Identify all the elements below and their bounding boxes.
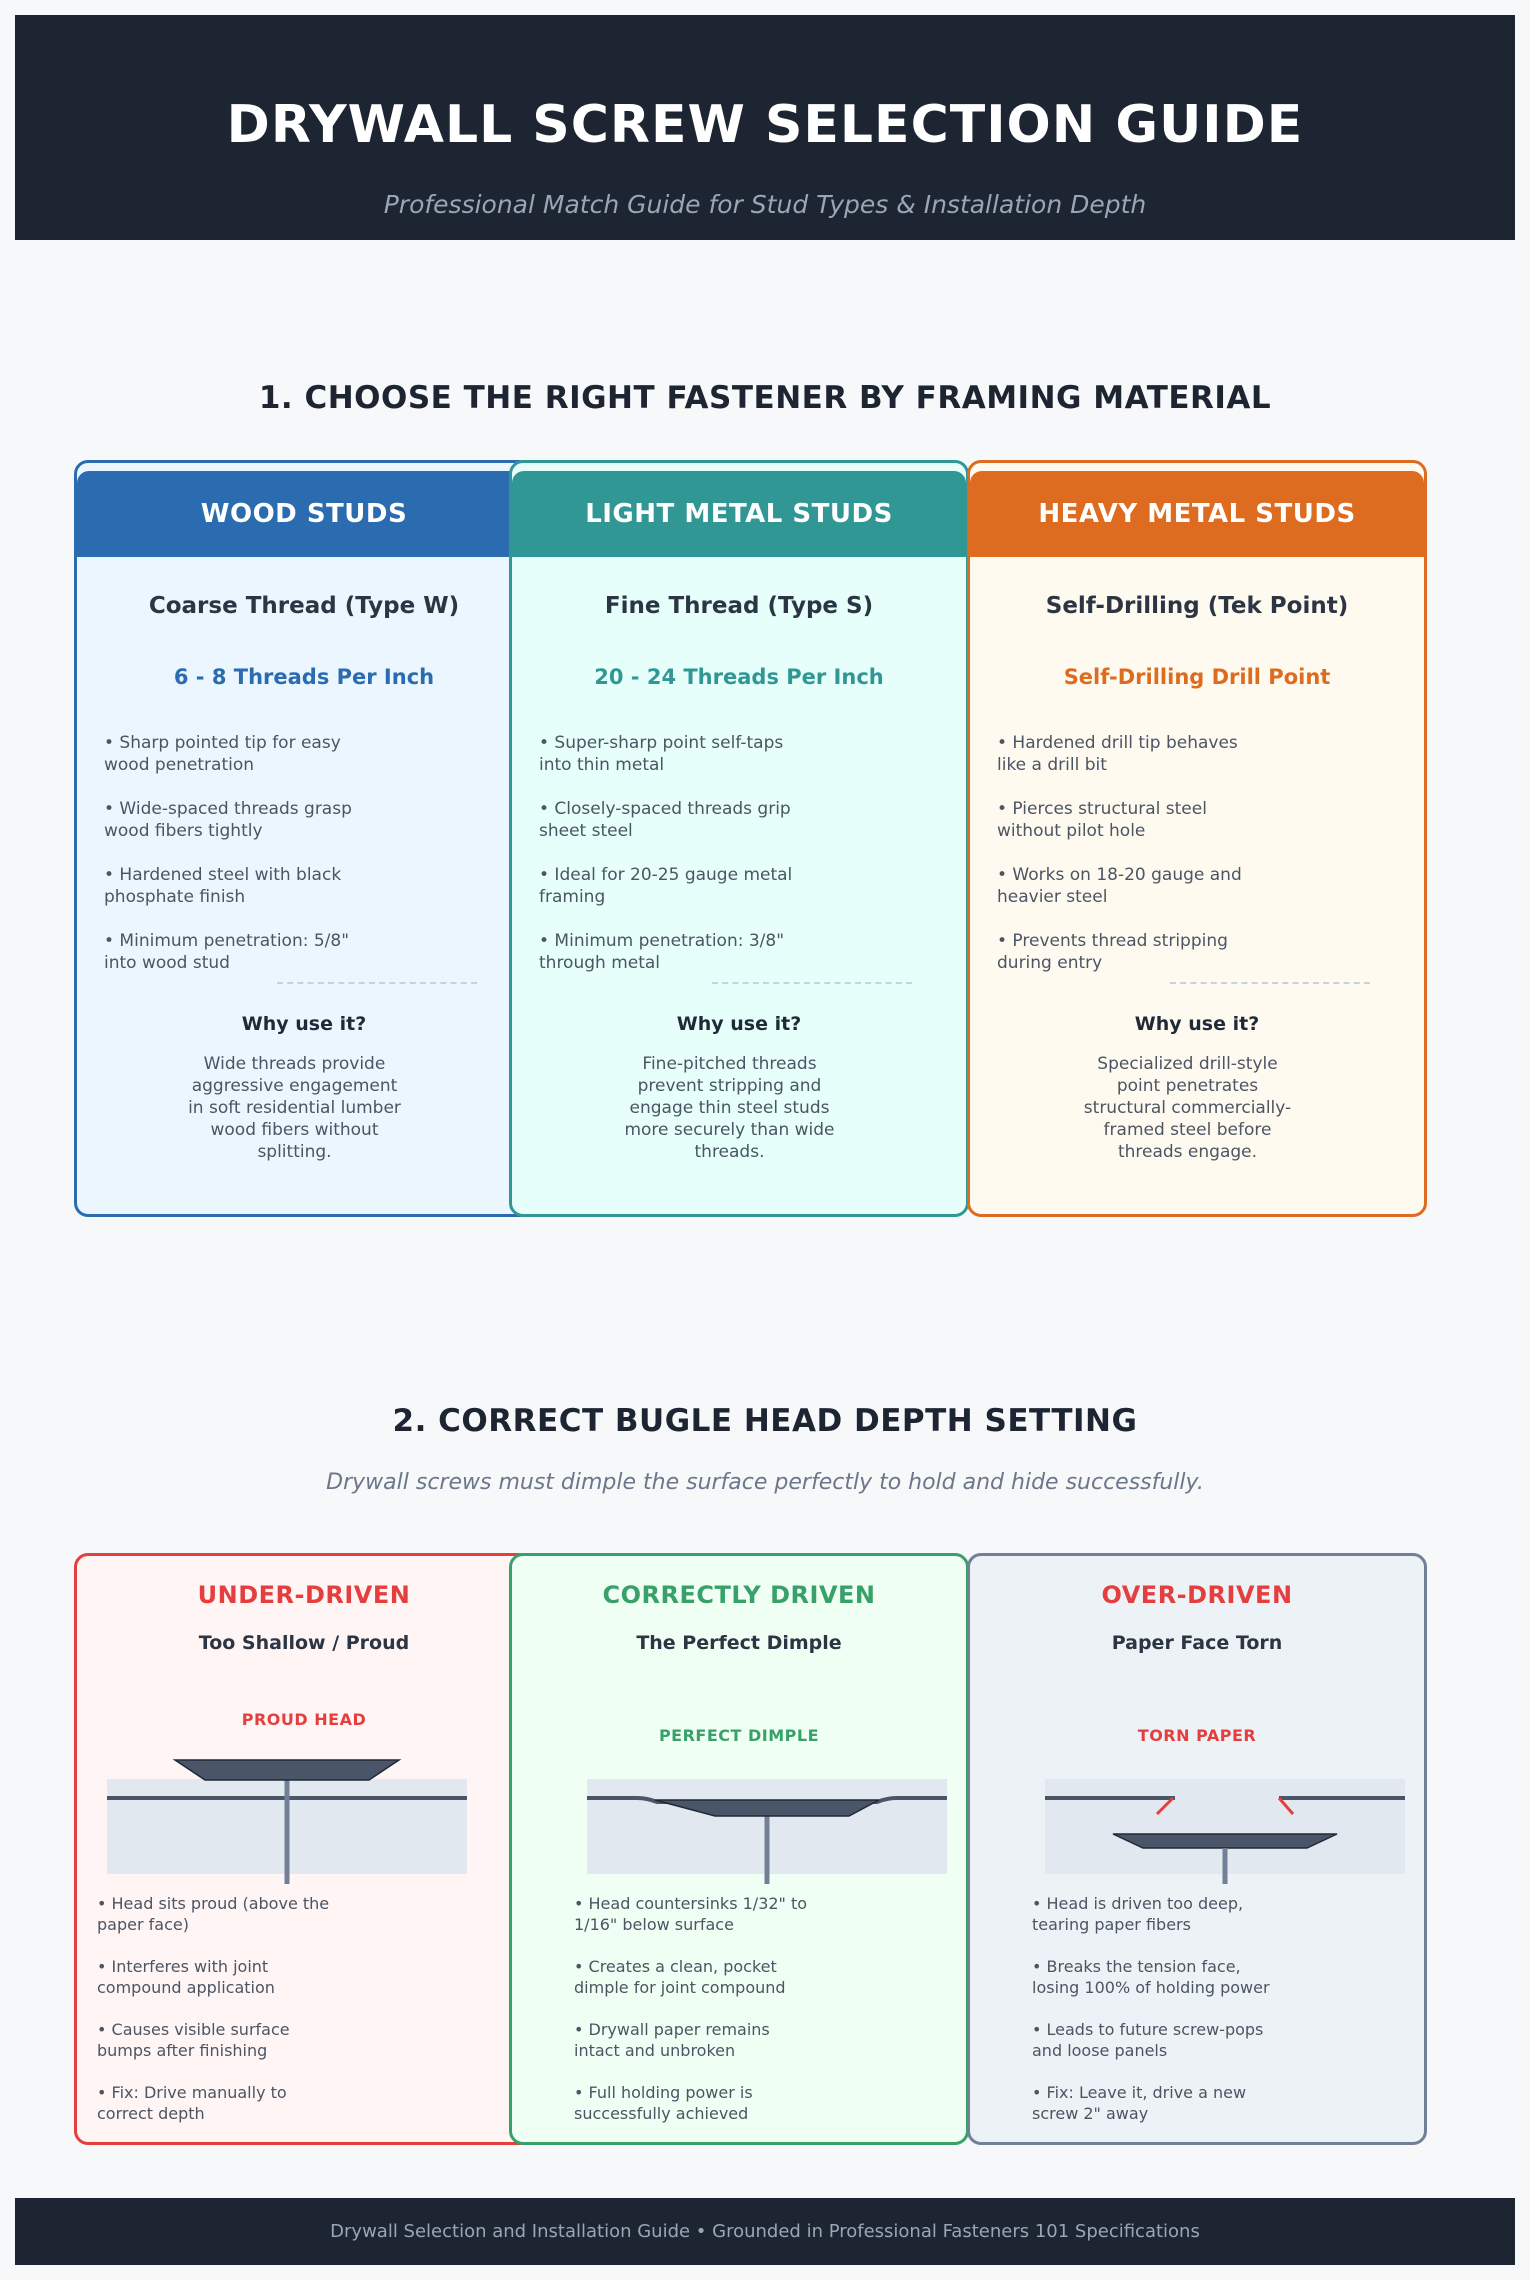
list-item: • Head sits proud (above the paper face)	[97, 1894, 330, 1934]
proud-head-diagram	[107, 1726, 473, 1886]
page-header	[15, 15, 1515, 240]
card-header: WOOD STUDS	[77, 471, 531, 557]
thread-type: Self-Drilling (Tek Point)	[1045, 593, 1349, 619]
why-text: Specialized drill-style point penetrates structural commercially-framed steel before threads engage.	[1083, 1054, 1292, 1162]
list-item: • Creates a clean, pocket dimple for joint compound	[574, 1957, 786, 1997]
depth-list	[574, 1893, 814, 2145]
list-item: • Interferes with joint compound application	[97, 1957, 275, 1997]
list-item: • Fix: Drive manually to correct depth	[97, 2083, 287, 2123]
list-item: • Works on 18-20 gauge and heavier steel	[997, 865, 1242, 907]
divider	[277, 982, 477, 984]
list-item: • Ideal for 20-25 gauge metal framing	[539, 865, 793, 907]
thread-spec: 20 - 24 Threads Per Inch	[594, 665, 884, 689]
feature-list	[997, 732, 1257, 996]
why-text: Wide threads provide aggressive engagement in soft residential lumber wood fibers without splitting.	[188, 1054, 401, 1162]
why-title: Why use it?	[1134, 1013, 1260, 1035]
card-correctly-driven	[509, 1553, 969, 2145]
why-title: Why use it?	[676, 1013, 802, 1035]
thread-spec: Self-Drilling Drill Point	[1063, 665, 1331, 689]
perfect-dimple-diagram	[587, 1726, 953, 1886]
list-item: • Fix: Leave it, drive a new screw 2" away	[1032, 2083, 1247, 2123]
depth-list	[97, 1893, 337, 2145]
thread-type: Coarse Thread (Type W)	[148, 593, 460, 619]
list-item: • Head countersinks 1/32" to 1/16" below surface	[574, 1894, 808, 1934]
card-under-driven	[74, 1553, 534, 2145]
list-item: • Full holding power is successfully achieved	[574, 2083, 753, 2123]
diagram-label: PROUD HEAD	[241, 1710, 367, 1729]
feature-list	[104, 732, 364, 996]
page-title: DRYWALL SCREW SELECTION GUIDE	[226, 95, 1304, 155]
card-wood-studs	[74, 460, 534, 1217]
thread-spec: 6 - 8 Threads Per Inch	[173, 665, 435, 689]
list-item: • Wide-spaced threads grasp wood fibers tightly	[104, 799, 352, 841]
card-over-driven	[967, 1553, 1427, 2145]
list-item: • Hardened drill tip behaves like a drill bit	[997, 733, 1238, 775]
diagram-label: PERFECT DIMPLE	[658, 1726, 820, 1745]
divider	[1170, 982, 1370, 984]
list-item: • Breaks the tension face, losing 100% of holding power	[1032, 1957, 1270, 1997]
diagram-label: TORN PAPER	[1137, 1726, 1257, 1745]
section2-title: 2. CORRECT BUGLE HEAD DEPTH SETTING	[392, 1403, 1138, 1439]
depth-title: UNDER-DRIVEN	[197, 1581, 411, 1609]
list-item: • Head is driven too deep, tearing paper fibers	[1032, 1894, 1244, 1934]
card-light-metal-studs	[509, 460, 969, 1217]
torn-paper-diagram	[1045, 1726, 1411, 1886]
depth-subtitle: The Perfect Dimple	[636, 1632, 842, 1654]
list-item: • Leads to future screw-pops and loose panels	[1032, 2020, 1264, 2060]
card-heavy-metal-studs	[967, 460, 1427, 1217]
list-item: • Closely-spaced threads grip sheet steel	[539, 799, 791, 841]
list-item: • Causes visible surface bumps after finishing	[97, 2020, 290, 2060]
card-header: LIGHT METAL STUDS	[512, 471, 966, 557]
list-item: • Prevents thread stripping during entry	[997, 931, 1228, 973]
depth-title: CORRECTLY DRIVEN	[602, 1581, 876, 1609]
list-item: • Hardened steel with black phosphate finish	[104, 865, 342, 907]
list-item: • Sharp pointed tip for easy wood penetration	[104, 733, 341, 775]
screw-head-icon	[1113, 1834, 1337, 1848]
depth-list	[1032, 1893, 1272, 2145]
page-subtitle: Professional Match Guide for Stud Types & Installation Depth	[383, 190, 1147, 219]
list-item: • Minimum penetration: 3/8" through metal	[539, 931, 785, 973]
depth-title: OVER-DRIVEN	[1101, 1581, 1293, 1609]
feature-list	[539, 732, 799, 996]
depth-subtitle: Too Shallow / Proud	[198, 1632, 410, 1654]
why-text: Fine-pitched threads prevent stripping and engage thin steel studs more securely than wide threads.	[624, 1054, 835, 1162]
depth-subtitle: Paper Face Torn	[1111, 1632, 1283, 1654]
screw-head-icon	[175, 1760, 399, 1780]
section2-subtitle: Drywall screws must dimple the surface perfectly to hold and hide successfully.	[326, 1470, 1204, 1495]
list-item: • Drywall paper remains intact and unbroken	[574, 2020, 770, 2060]
divider	[712, 982, 912, 984]
section1-title: 1. CHOOSE THE RIGHT FASTENER BY FRAMING MATERIAL	[258, 380, 1272, 416]
list-item: • Pierces structural steel without pilot hole	[997, 799, 1207, 841]
list-item: • Super-sharp point self-taps into thin metal	[539, 733, 784, 775]
why-title: Why use it?	[241, 1013, 367, 1035]
thread-type: Fine Thread (Type S)	[604, 593, 874, 619]
page-footer: Drywall Selection and Installation Guide • Grounded in Professional Fasteners 101 Specifications	[15, 2198, 1515, 2265]
card-header: HEAVY METAL STUDS	[970, 471, 1424, 557]
list-item: • Minimum penetration: 5/8" into wood stud	[104, 931, 350, 973]
